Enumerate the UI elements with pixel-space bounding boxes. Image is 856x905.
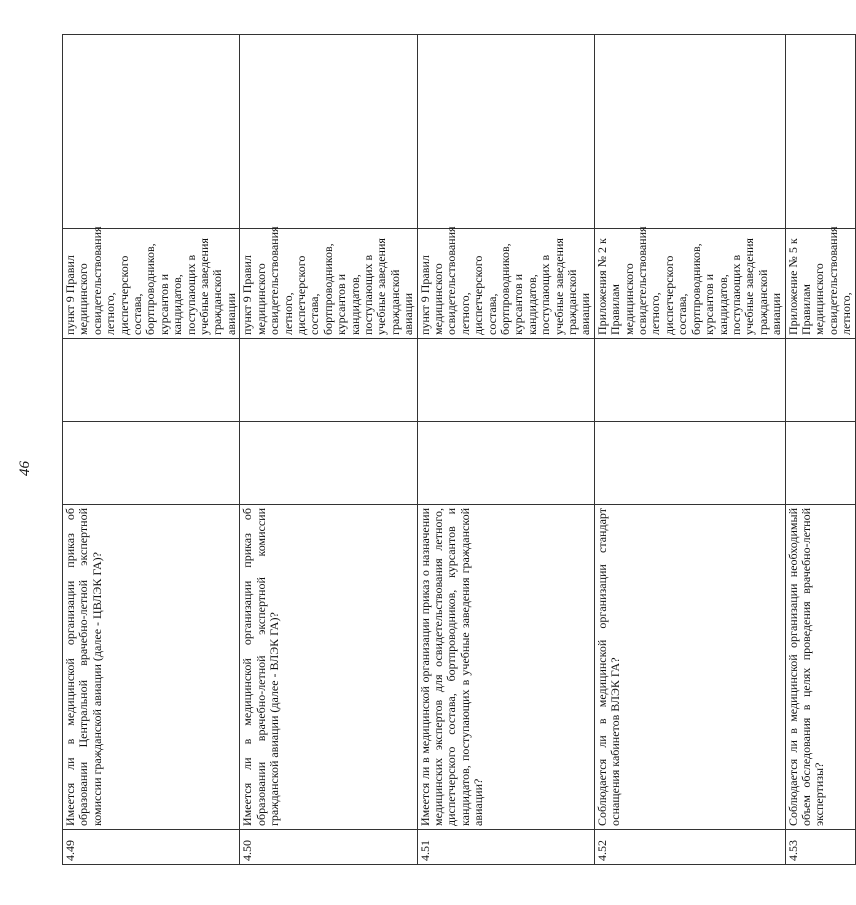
table-row — [785, 35, 855, 865]
row-question: Соблюдается ли в медицинской организации необходимый объем обследования в целях проведения врачебно-летной экспертизы? — [785, 505, 855, 830]
empty-cell — [240, 422, 417, 505]
row-question: Соблюдается ли в медицинской организации стандарт оснащения кабинетов ВЛЭК ГА? — [594, 505, 785, 830]
empty-cell — [785, 339, 855, 422]
row-number: 4.49 — [63, 830, 240, 865]
row-reference: пункт 9 Правил медицинского освидетельствования летного, диспетчерского состава, бортпроводников, курсантов и кандидатов, поступающих в учебные заведения гражданской авиации — [417, 229, 594, 339]
empty-cell — [63, 339, 240, 422]
page-number: 46 — [17, 461, 33, 476]
row-reference: Приложение № 5 к Правилам медицинского освидетельствования летного, — [785, 229, 855, 339]
table-row — [240, 35, 417, 865]
empty-cell — [63, 35, 240, 229]
empty-cell — [594, 422, 785, 505]
empty-cell — [240, 339, 417, 422]
empty-cell — [240, 35, 417, 229]
empty-cell — [417, 339, 594, 422]
empty-cell — [785, 35, 855, 229]
empty-cell — [594, 35, 785, 229]
row-question: Имеется ли в медицинской организации приказ об образовании врачебно-летной экспертной комиссии гражданской авиации (далее - ВЛЭК ГА)? — [240, 505, 417, 830]
table-row — [594, 35, 785, 865]
rotated-table-wrapper — [62, 35, 854, 865]
row-reference: Приложения № 2 к Правилам медицинского освидетельствования летного, диспетчерского состава, бортпроводников, курсантов и кандидатов, поступающих в учебные заведения гражданской авиации — [594, 229, 785, 339]
row-number: 4.53 — [785, 830, 855, 865]
empty-cell — [417, 422, 594, 505]
empty-cell — [594, 339, 785, 422]
row-number: 4.50 — [240, 830, 417, 865]
row-question: Имеется ли в медицинской организации приказ об образовании Центральной врачебно-летной экспертной комиссии гражданской авиации (далее - ЦВЛЭК ГА)? — [63, 505, 240, 830]
empty-cell — [417, 35, 594, 229]
row-number: 4.51 — [417, 830, 594, 865]
row-reference: пункт 9 Правил медицинского освидетельствования летного, диспетчерского состава, бортпроводников, курсантов и кандидатов, поступающих в учебные заведения гражданской авиации — [240, 229, 417, 339]
checklist-table — [62, 34, 856, 865]
empty-cell — [785, 422, 855, 505]
row-number: 4.52 — [594, 830, 785, 865]
row-question: Имеется ли в медицинской организации приказ о назначении медицинских экспертов для освидетельствования летного, диспетчерского состава, бортпроводников, курсантов и кандидатов, поступающих в учебные заведения гражданской авиации? — [417, 505, 594, 830]
empty-cell — [63, 422, 240, 505]
table-row — [417, 35, 594, 865]
row-reference: пункт 9 Правил медицинского освидетельствования летного, диспетчерского состава, бортпроводников, курсантов и кандидатов, поступающих в учебные заведения гражданской авиации — [63, 229, 240, 339]
table-row — [63, 35, 240, 865]
